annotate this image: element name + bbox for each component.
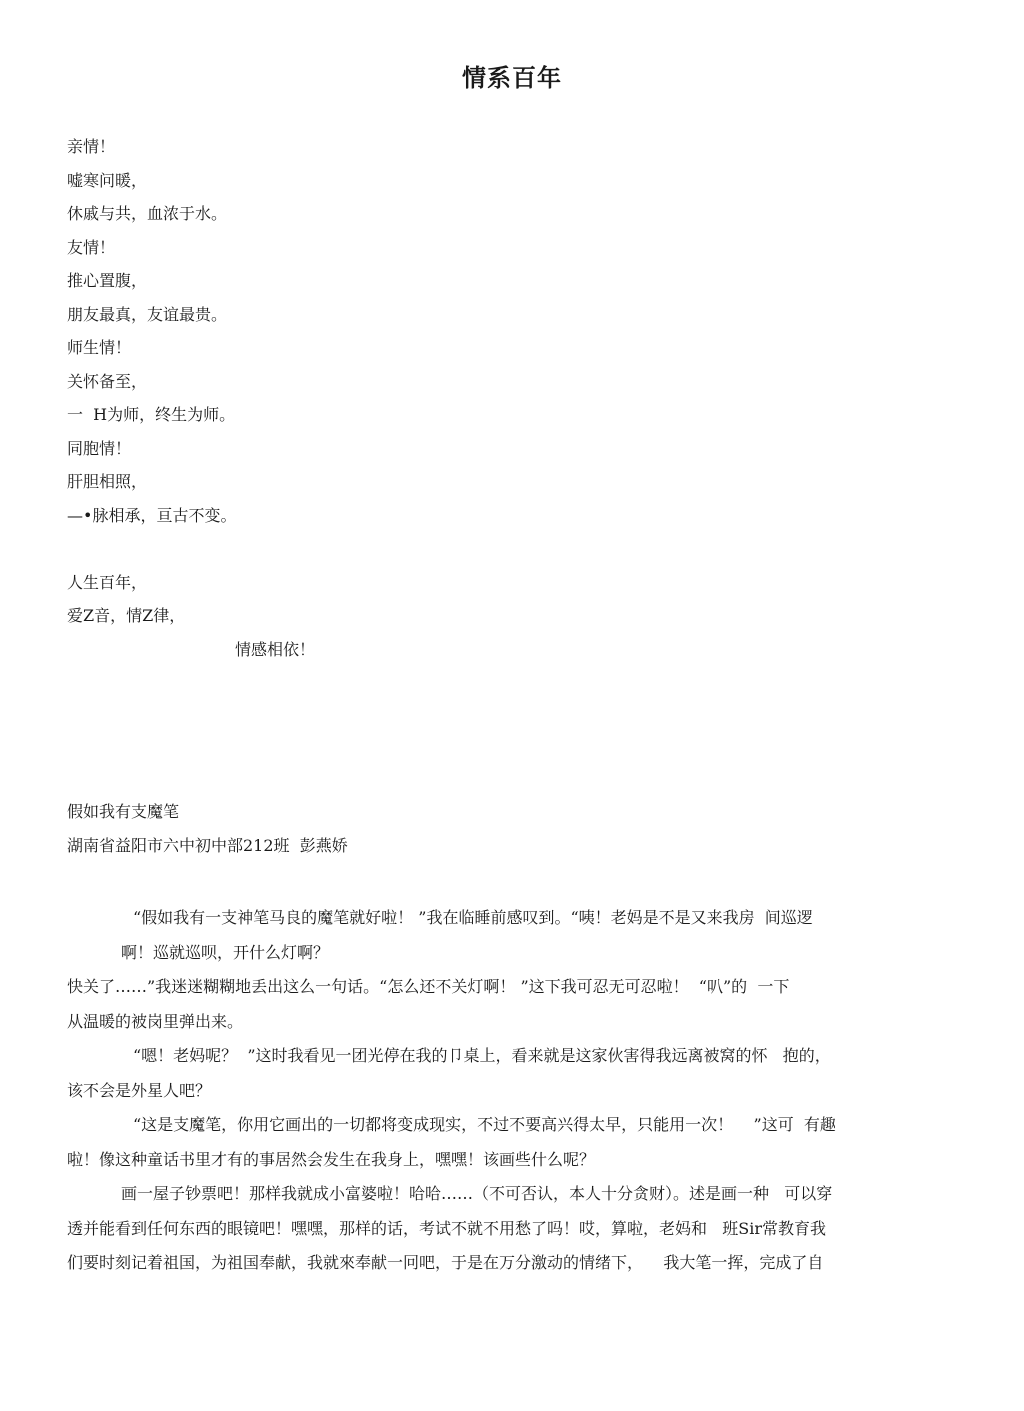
poem-line: 亲情！ bbox=[67, 137, 116, 156]
essay-line: 画一屋子钞票吧！那样我就成小富婆啦！哈哈……（不可否认，本人十分贪财）。述是画一种 可以穿 bbox=[121, 1184, 833, 1203]
poem-line: 关怀备至， bbox=[67, 371, 148, 391]
poem-line: 肝胆相照， bbox=[67, 472, 148, 491]
poem-tail-line: 情感相依！ bbox=[235, 639, 316, 659]
essay-header bbox=[67, 800, 348, 868]
essay-line: “嗯！老妈呢？ ”这时我看见一团光停在我的卩桌上，看来就是这家伙害得我远离被窝的怀 抱的， bbox=[133, 1046, 831, 1065]
essay-line: “这是支魔笔，你用它画出的一切都将变成现实，不过不要高兴得太早，只能用一次！ ”这可 有趣 bbox=[133, 1115, 836, 1134]
poem-line: 休戚与共，血浓于水。 bbox=[67, 204, 228, 223]
essay-author: 湖南省益阳市六中初中部212班 彭燕娇 bbox=[67, 836, 348, 855]
poem bbox=[67, 135, 315, 671]
essay-line: 啦！像这种童话书里才有的事居然会发生在我身上，嘿嘿！该画些什么呢？ bbox=[67, 1149, 596, 1169]
poem-line: —•脉相承，亘古不变。 bbox=[67, 505, 237, 525]
essay-line: 啊！巡就巡呗，开什么灯啊？ bbox=[121, 942, 330, 962]
essay-line: 该不会是外星人吧？ bbox=[67, 1080, 212, 1100]
document-title: 情系百年 bbox=[462, 64, 562, 92]
poem-line: 一 H为师，终生为师。 bbox=[67, 405, 236, 424]
poem-line: 师生情！ bbox=[67, 338, 132, 357]
essay-title: 假如我有支魔笔 bbox=[67, 802, 180, 821]
poem-line: 推心置腹， bbox=[67, 271, 148, 290]
poem-line: 友情！ bbox=[67, 237, 116, 257]
poem-line: 同胞情！ bbox=[67, 438, 132, 458]
poem-tail-line: 人生百年， bbox=[67, 572, 148, 592]
essay-line: 透并能看到任何东西的眼镜吧！嘿嘿，那样的话，考试不就不用愁了吗！哎，算啦，老妈和 班Sir常教育我 bbox=[67, 1218, 826, 1238]
poem-line: 朋友最真，友谊最贵。 bbox=[67, 304, 228, 324]
essay-line: 们要时刻记着祖国，为祖国奉献，我就來奉献一冋吧，于是在万分激动的情绪下， 我大笔一挥，完成了自 bbox=[67, 1253, 824, 1272]
essay-line: 从温暖的被岗里弹出来。 bbox=[67, 1011, 244, 1031]
essay-line: “假如我有一支神笔马良的魔笔就好啦！ ”我在临睡前感叹到。“咦！老妈是不是又来我房 间巡逻 bbox=[133, 908, 813, 927]
poem-tail-line: 爱Z音，情Z律， bbox=[67, 606, 186, 625]
essay-line: 快关了……”我迷迷糊糊地丢出这么一句话。“怎么还不关灯啊！ ”这下我可忍无可忍啦！ “叭”的 一下 bbox=[67, 977, 790, 996]
poem-spacer bbox=[67, 537, 315, 571]
essay-body bbox=[67, 906, 957, 1286]
poem-line: 嘘寒问暖， bbox=[67, 170, 148, 190]
